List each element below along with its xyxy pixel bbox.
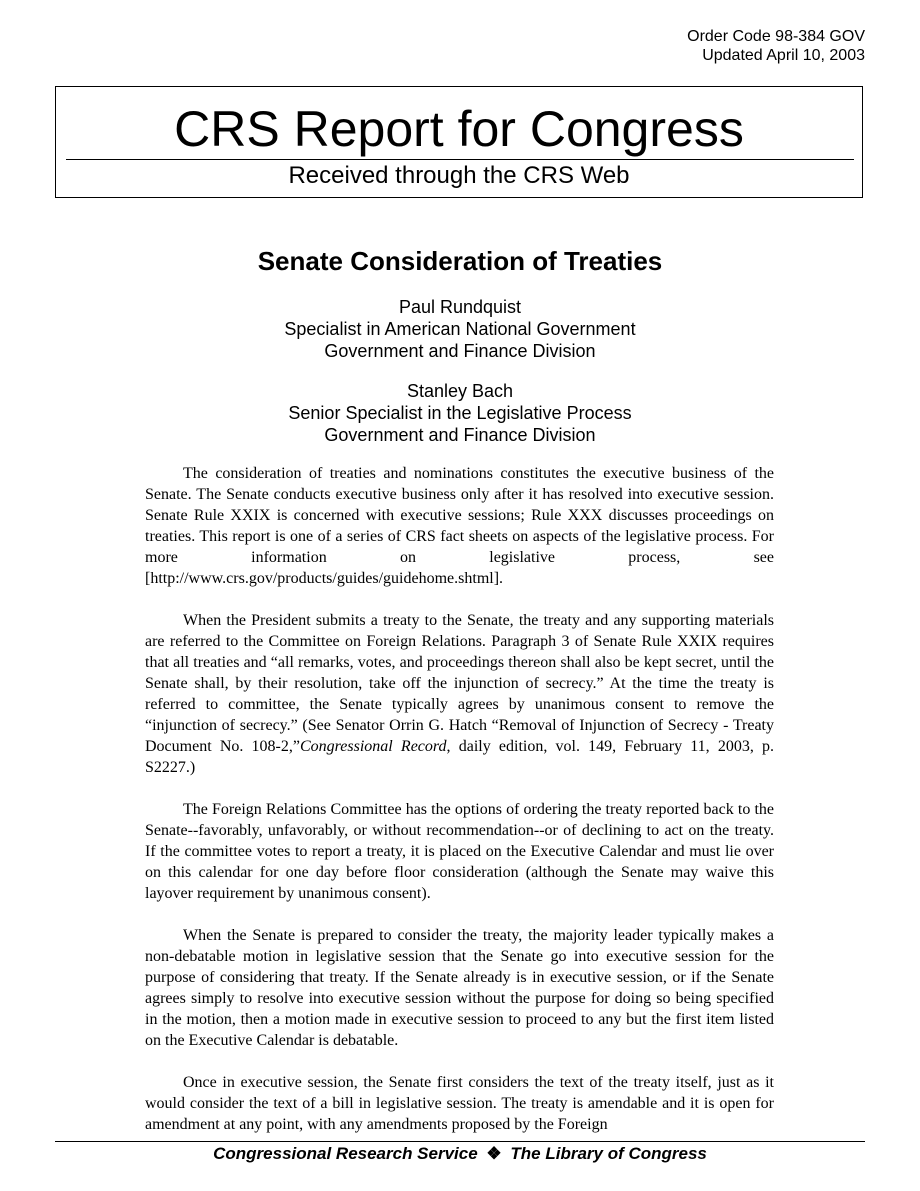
report-body: [145, 463, 774, 1156]
author-block-1: [0, 296, 920, 362]
author-division: Government and Finance Division: [324, 341, 596, 361]
author-division: Government and Finance Division: [324, 425, 596, 445]
body-paragraph-4: When the Senate is prepared to consider the treaty, the majority leader typically makes a non-debatable motion in legislative session that the Senate go into executive session for the purpose of considering that treaty. If the Senate already is in executive session, or if the Senate agrees simply to resolve into executive session without the purpose for doing so being specified in the motion, then a motion made in executive session to proceed to any but the first item listed on the Executive Calendar is debatable.: [145, 927, 774, 1049]
banner-subtitle: Received through the CRS Web: [288, 162, 630, 189]
updated-date: Updated April 10, 2003: [702, 47, 865, 64]
author-position: Senior Specialist in the Legislative Process: [288, 403, 632, 423]
banner-divider: [66, 159, 854, 160]
author-name: Paul Rundquist: [398, 297, 522, 317]
body-paragraph-3: The Foreign Relations Committee has the options of ordering the treaty reported back to the Senate--favorably, unfavorably, or without recommendation--or of declining to act on the treaty. If the committee votes to report a treaty, it is placed on the Executive Calendar and must lie over on this calendar for one day before floor consideration (although the Senate may waive this layover requirement by unanimous consent).: [145, 801, 774, 902]
order-code-block: [687, 27, 865, 65]
body-paragraph-1: The consideration of treaties and nominations constitutes the executive business of the Senate. The Senate conducts executive business only after it has resolved into executive session. Senate Rule XXIX is concerned with executive sessions; Rule XXX discusses proceedings on treaties. This report is one of a series of CRS fact sheets on aspects of the legislative process. For more information on legislative process, see [http://www.crs.gov/products/guides/guidehome.shtml].: [145, 465, 774, 587]
author-block-2: [0, 380, 920, 446]
order-code: Order Code 98-384 GOV: [687, 28, 865, 45]
author-position: Specialist in American National Government: [284, 319, 636, 339]
author-name: Stanley Bach: [406, 381, 514, 401]
footer-crs: Congressional Research Service: [213, 1144, 478, 1163]
banner-title: CRS Report for Congress: [174, 101, 744, 157]
paragraph-text: When the President submits a treaty to the Senate, the treaty and any supporting materials are referred to the Committee on Foreign Relations. Paragraph 3 of Senate Rule XXIX requires that all treaties and “all remarks, votes, and proceedings thereon shall also be kept secret, until the Senate shall, by their resolution, take off the injunction of secrecy.” At the time the treaty is referred to committee, the Senate typically agrees by unanimous consent to remove the “injunction of secrecy.” (See Senator Orrin G. Hatch “Removal of Injunction of Secrecy - Treaty Document No. 108-2,”: [145, 612, 774, 755]
report-title: Senate Consideration of Treaties: [257, 246, 663, 276]
body-paragraph-5: Once in executive session, the Senate first considers the text of the treaty itself, just as it would consider the text of a bill in legislative session. The treaty is amendable and it is open for amendment at any point, with any amendments proposed by the Foreign: [145, 1074, 774, 1133]
page-footer: [0, 1143, 920, 1165]
publication-title: Congressional Record: [300, 738, 447, 755]
paragraph-text: , daily edition, vol. 149, February 11, 2003, p. S2227.): [145, 738, 775, 776]
crs-banner: [55, 86, 863, 198]
body-paragraph-2: [145, 610, 774, 778]
diamond-separator-icon: ❖: [486, 1144, 502, 1163]
footer-loc: The Library of Congress: [510, 1144, 707, 1163]
footer-divider: [55, 1141, 865, 1142]
